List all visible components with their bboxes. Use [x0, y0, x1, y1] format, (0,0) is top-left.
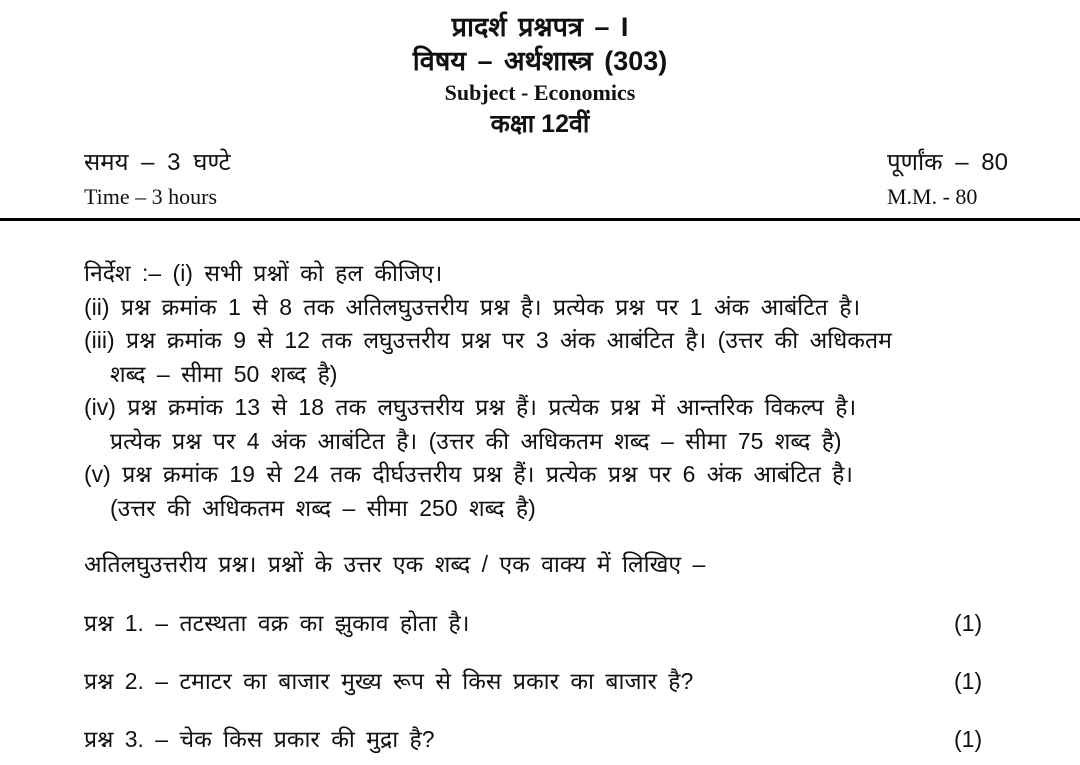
marks-block: [887, 146, 1008, 214]
max-marks-label-english: M.M. - 80: [886, 184, 978, 209]
time-label-english: Time – 3 hours: [84, 184, 218, 209]
class-label: कक्षा 12वीं: [490, 110, 590, 138]
question-marks: (1): [954, 726, 983, 752]
subject-title-english: Subject - Economics: [444, 80, 636, 105]
instruction-line: (उत्तर की अधिकतम शब्द – सीमा 250 शब्द है): [110, 494, 536, 521]
paper-title: प्रादर्श प्रश्नपत्र – I: [451, 12, 629, 42]
time-marks-row: [0, 140, 1080, 214]
instruction-line: निर्देश :– (i) सभी प्रश्नों को हल कीजिए।: [84, 260, 443, 286]
question-row: [84, 665, 1080, 697]
instruction-line: (iii) प्रश्न क्रमांक 9 से 12 तक लघुउत्तरीय प्रश्न पर 3 अंक आबंटित है। (उत्तर की अधिकतम: [84, 327, 892, 353]
time-block: [84, 146, 231, 214]
question-row: [84, 607, 1080, 639]
instruction-line: (v) प्रश्न क्रमांक 19 से 24 तक दीर्घउत्तरीय प्रश्न हैं। प्रत्येक प्रश्न पर 6 अंक आबंटित है।: [84, 461, 854, 487]
instruction-line: (iv) प्रश्न क्रमांक 13 से 18 तक लघुउत्तरीय प्रश्न हैं। प्रत्येक प्रश्न में आन्तरिक विकल्प है।: [84, 394, 857, 420]
time-label-hindi: समय – 3 घण्टे: [84, 149, 231, 176]
question-text: प्रश्न 2. – टमाटर का बाजार मुख्य रूप से किस प्रकार का बाजार है?: [84, 668, 694, 694]
question-marks: (1): [954, 668, 983, 694]
section-heading: अतिलघुउत्तरीय प्रश्न। प्रश्नों के उत्तर एक शब्द / एक वाक्य में लिखिए –: [84, 551, 706, 577]
instruction-line: प्रत्येक प्रश्न पर 4 अंक आबंटित है। (उत्तर की अधिकतम शब्द – सीमा 75 शब्द है): [110, 427, 842, 454]
question-text: प्रश्न 1. – तटस्थता वक्र का झुकाव होता है।: [84, 610, 470, 636]
instruction-line: शब्द – सीमा 50 शब्द है): [110, 360, 338, 387]
questions-list: [0, 581, 1080, 755]
instruction-line: (ii) प्रश्न क्रमांक 1 से 8 तक अतिलघुउत्तरीय प्रश्न है। प्रत्येक प्रश्न पर 1 अंक आबंटित है।: [84, 293, 861, 320]
paper-header: [0, 0, 1080, 140]
instructions-block: [0, 221, 1080, 525]
question-text: प्रश्न 3. – चेक किस प्रकार की मुद्रा है?: [84, 726, 435, 752]
max-marks-label-hindi: पूर्णांक – 80: [886, 149, 1008, 176]
subject-title-hindi: विषय – अर्थशास्त्र (303): [412, 46, 668, 76]
question-row: [84, 723, 1080, 755]
question-marks: (1): [954, 610, 983, 636]
